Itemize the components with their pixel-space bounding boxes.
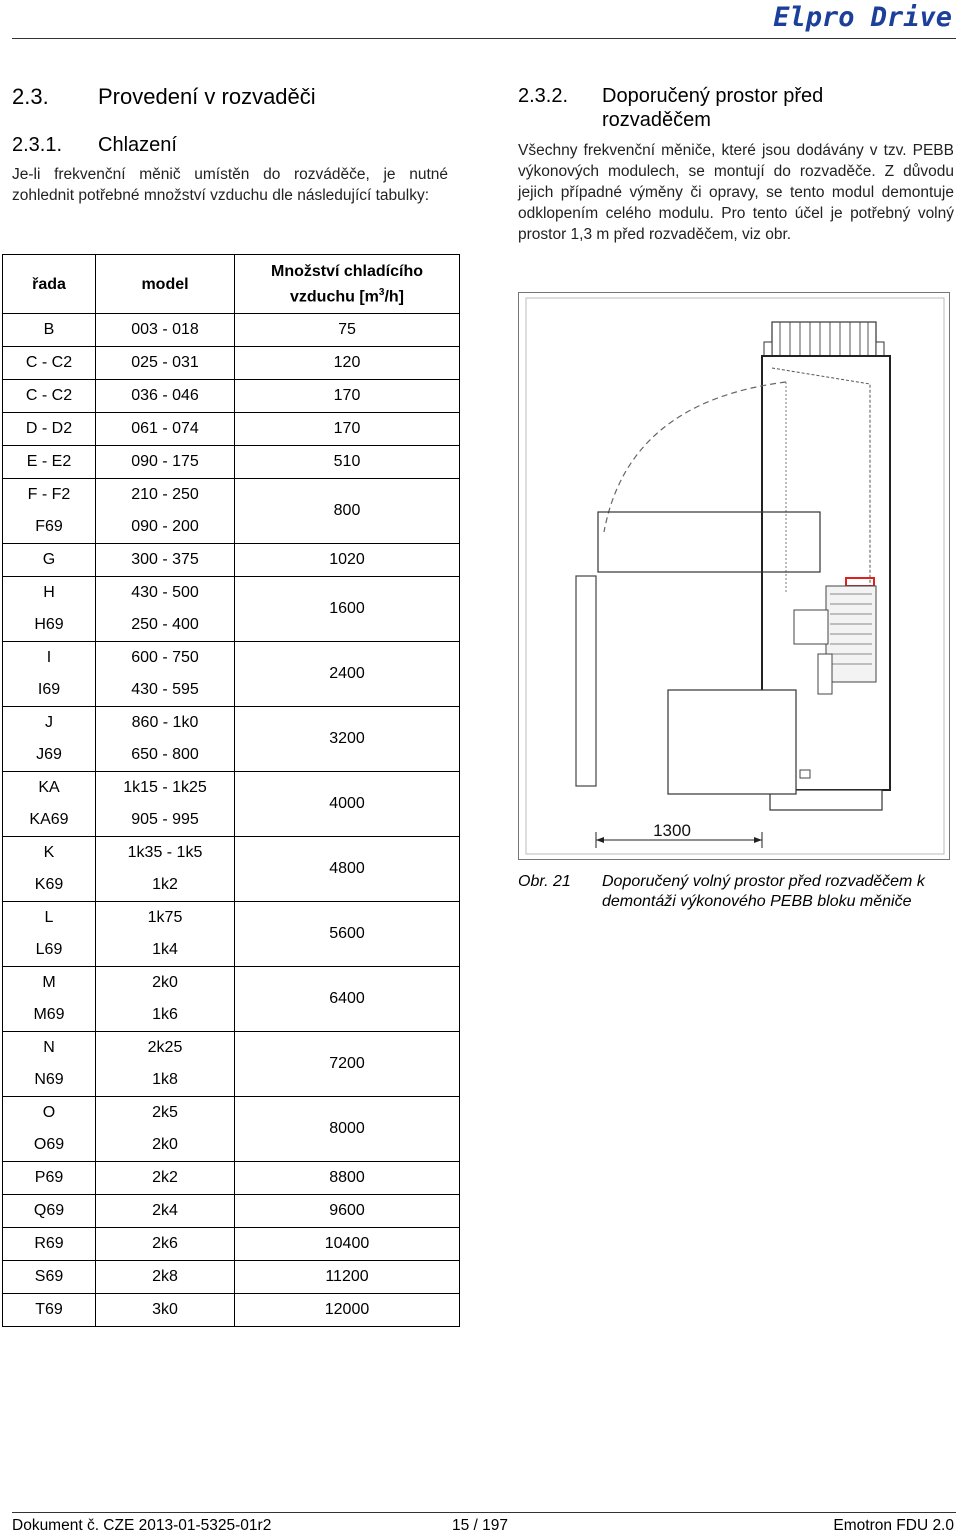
cell-air: 170: [235, 380, 460, 413]
cell-series: G: [3, 544, 96, 577]
cell-model: 1k2: [96, 869, 235, 902]
subsection-number: 2.3.1.: [12, 134, 63, 156]
cell-air: 4800: [235, 837, 460, 902]
cell-model: 090 - 175: [96, 446, 235, 479]
cell-model: 860 - 1k0: [96, 707, 235, 740]
table-row: [3, 772, 460, 805]
cell-series: B: [3, 314, 96, 347]
cell-series: M69: [3, 999, 96, 1032]
table-row: [3, 1228, 460, 1261]
cell-series: D - D2: [3, 413, 96, 446]
cell-air: 5600: [235, 902, 460, 967]
cabinet-top-grille: [764, 322, 884, 356]
cell-series: M: [3, 967, 96, 1000]
cell-model: 1k4: [96, 934, 235, 967]
cell-series: F69: [3, 511, 96, 544]
intro-paragraph: Je-li frekvenční měnič umístěn do rozváděče, je nutné zohlednit potřebné množství vzduchu dle následující tabulky:: [12, 166, 448, 204]
cell-air: 2400: [235, 642, 460, 707]
cell-air: 1020: [235, 544, 460, 577]
cell-model: 061 - 074: [96, 413, 235, 446]
cell-series: K69: [3, 869, 96, 902]
terminal-block: [800, 770, 810, 778]
header-airflow-line1: Množství chladícího: [270, 262, 423, 280]
table-row: [3, 380, 460, 413]
header-airflow-line2: vzduchu [m: [290, 288, 379, 306]
cell-series: O69: [3, 1129, 96, 1162]
cell-air: 11200: [235, 1261, 460, 1294]
cell-model: 1k8: [96, 1064, 235, 1097]
cell-model: 2k4: [96, 1195, 235, 1228]
cell-model: 210 - 250: [96, 479, 235, 512]
cell-model: 2k2: [96, 1162, 235, 1195]
cell-model: 1k75: [96, 902, 235, 935]
cell-model: 430 - 595: [96, 674, 235, 707]
cell-air: 8800: [235, 1162, 460, 1195]
cell-model: 2k0: [96, 967, 235, 1000]
cell-model: 300 - 375: [96, 544, 235, 577]
cell-series: J: [3, 707, 96, 740]
cell-series: C - C2: [3, 347, 96, 380]
component-box: [794, 610, 828, 644]
right-heading: [518, 84, 948, 132]
cell-model: 003 - 018: [96, 314, 235, 347]
table-row: [3, 1195, 460, 1228]
cell-series: H: [3, 577, 96, 610]
cell-model: 2k5: [96, 1097, 235, 1130]
cell-air: 3200: [235, 707, 460, 772]
table-row: [3, 314, 460, 347]
cell-series: E - E2: [3, 446, 96, 479]
cell-air: 10400: [235, 1228, 460, 1261]
cell-model: 3k0: [96, 1294, 235, 1327]
cell-series: C - C2: [3, 380, 96, 413]
cell-series: I69: [3, 674, 96, 707]
cooling-air-table: [2, 254, 460, 1327]
cell-series: F - F2: [3, 479, 96, 512]
table-row: [3, 967, 460, 1000]
cell-series: KA69: [3, 804, 96, 837]
cell-model: 090 - 200: [96, 511, 235, 544]
footer-doc: Dokument č. CZE 2013-01-5325-01r2: [12, 1517, 272, 1534]
cell-air: 9600: [235, 1195, 460, 1228]
cell-model: 1k35 - 1k5: [96, 837, 235, 870]
cell-series: Q69: [3, 1195, 96, 1228]
footer-rule: [12, 1512, 956, 1513]
right-heading-title: Doporučený prostor před rozvaděčem: [602, 85, 824, 131]
table-row: [3, 413, 460, 446]
cell-air: 4000: [235, 772, 460, 837]
cell-air: 7200: [235, 1032, 460, 1097]
subsection-title: Chlazení: [98, 134, 177, 156]
cell-air: 8000: [235, 1097, 460, 1162]
header-airflow: [235, 255, 460, 314]
cell-air: 12000: [235, 1294, 460, 1327]
cell-model: 2k25: [96, 1032, 235, 1065]
footer-product: Emotron FDU 2.0: [833, 1517, 954, 1534]
table-row: [3, 837, 460, 870]
cell-model: 650 - 800: [96, 739, 235, 772]
footer-page: 15 / 197: [452, 1517, 509, 1534]
header-model: model: [96, 255, 235, 314]
section-heading: [12, 84, 316, 110]
header-series: řada: [3, 255, 96, 314]
caption-text: Doporučený volný prostor před rozvaděčem k demontáži výkonového PEBB bloku měniče: [602, 873, 925, 910]
cell-series: P69: [3, 1162, 96, 1195]
cell-series: L69: [3, 934, 96, 967]
table-row: [3, 1261, 460, 1294]
header-brand: Elpro Drive: [773, 2, 952, 33]
cell-air: 120: [235, 347, 460, 380]
cell-series: N: [3, 1032, 96, 1065]
cell-model: 905 - 995: [96, 804, 235, 837]
cell-air: 170: [235, 413, 460, 446]
table-row: [3, 1294, 460, 1327]
cell-series: KA: [3, 772, 96, 805]
cell-model: 1k15 - 1k25: [96, 772, 235, 805]
component-large: [668, 690, 796, 794]
table-row: [3, 479, 460, 512]
subsection-heading: [12, 134, 177, 157]
header-rule: [12, 38, 956, 39]
cell-series: I: [3, 642, 96, 675]
section-title: Provedení v rozvaděči: [98, 84, 316, 109]
table-row: [3, 642, 460, 675]
table-row: [3, 544, 460, 577]
cell-model: 2k6: [96, 1228, 235, 1261]
cell-air: 510: [235, 446, 460, 479]
cell-air: 6400: [235, 967, 460, 1032]
cell-series: N69: [3, 1064, 96, 1097]
cell-model: 250 - 400: [96, 609, 235, 642]
cell-series: R69: [3, 1228, 96, 1261]
header-airflow-sup: 3: [378, 286, 385, 298]
table-row: [3, 347, 460, 380]
table-row: [3, 1162, 460, 1195]
table-row: [3, 446, 460, 479]
right-paragraph: Všechny frekvenční měniče, které jsou dodávány v tzv. PEBB výkonových modulech, se montují do rozvaděče. Z důvodu jejich případné výměny či opravy, se tento modul demontuje odklopením celého modulu. Pro tento účel je potřebný volný prostor 1,3 m před rozvaděčem, viz obr.: [518, 142, 954, 243]
cell-air: 800: [235, 479, 460, 544]
cell-model: 600 - 750: [96, 642, 235, 675]
header-airflow-end: /h]: [384, 288, 404, 306]
cell-model: 2k8: [96, 1261, 235, 1294]
table-row: [3, 707, 460, 740]
table-row: [3, 902, 460, 935]
component-small: [818, 654, 832, 694]
cell-model: 036 - 046: [96, 380, 235, 413]
cabinet-clearance-figure: [518, 292, 950, 860]
table-row: [3, 577, 460, 610]
dimension-label: 1300: [653, 821, 691, 840]
table-row: [3, 1032, 460, 1065]
cell-air: 75: [235, 314, 460, 347]
table-header-row: [3, 255, 460, 314]
cell-model: 430 - 500: [96, 577, 235, 610]
caption-label: Obr. 21: [518, 873, 571, 890]
cell-series: H69: [3, 609, 96, 642]
cell-series: J69: [3, 739, 96, 772]
section-number: 2.3.: [12, 84, 49, 109]
cell-series: K: [3, 837, 96, 870]
cell-series: S69: [3, 1261, 96, 1294]
cell-model: 025 - 031: [96, 347, 235, 380]
cell-model: 2k0: [96, 1129, 235, 1162]
cell-air: 1600: [235, 577, 460, 642]
cell-series: T69: [3, 1294, 96, 1327]
right-heading-number: 2.3.2.: [518, 85, 569, 107]
cell-series: L: [3, 902, 96, 935]
table-row: [3, 1097, 460, 1130]
cell-series: O: [3, 1097, 96, 1130]
cell-model: 1k6: [96, 999, 235, 1032]
